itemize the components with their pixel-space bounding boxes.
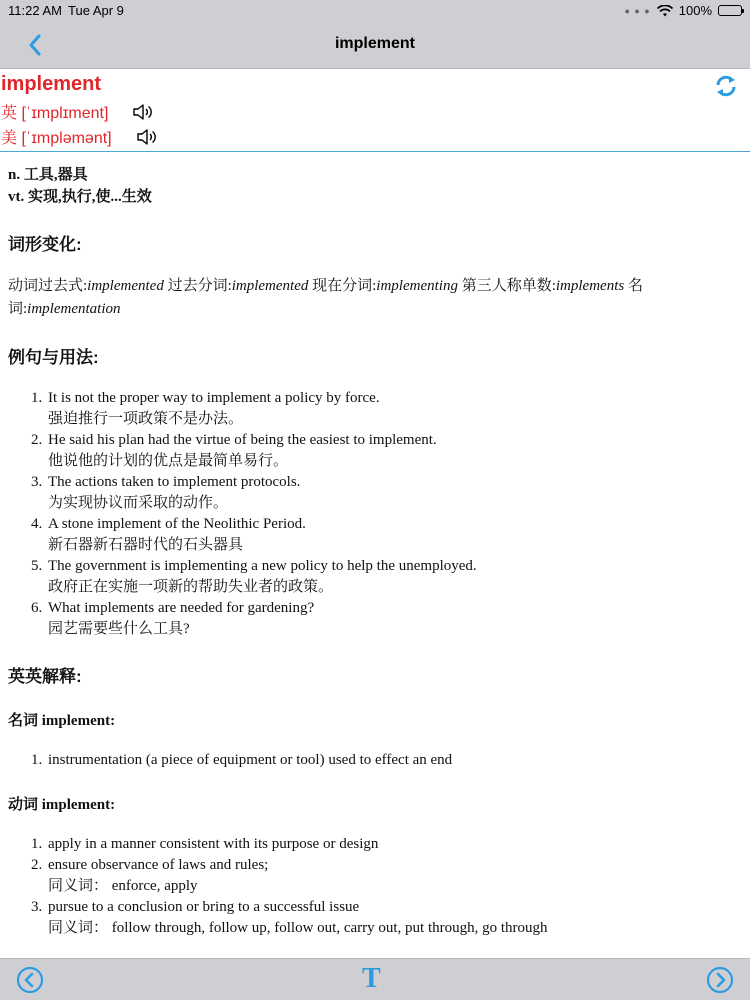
list-item [46, 834, 742, 855]
section-heading-examples: 例句与用法: [8, 348, 99, 367]
example-en: 2. He said his plan had the virtue of being the easiest to implement. [48, 432, 437, 448]
example-zh: 他说他的计划的优点是最简单易行。 [48, 453, 289, 469]
list-item [46, 430, 742, 472]
bottom-toolbar [0, 958, 750, 1000]
speaker-icon[interactable] [132, 102, 154, 122]
example-en: 1. It is not the proper way to implement a policy by force. [48, 390, 380, 406]
form-value: implementation [27, 301, 121, 317]
example-zh: 为实现协议而采取的动作。 [48, 495, 229, 511]
form-value: implemented [87, 278, 164, 294]
verb-definition-list [8, 834, 742, 939]
example-zh: 园艺需要些什么工具? [48, 621, 190, 637]
definition-text: 2. ensure observance of laws and rules; [48, 857, 269, 873]
noun-subheading: 名词 implement: [8, 713, 116, 729]
list-item [46, 388, 742, 430]
list-item [46, 897, 742, 939]
previous-arrow-icon[interactable] [16, 966, 44, 994]
section-heading-forms: 词形变化: [8, 235, 82, 254]
list-item [46, 598, 742, 640]
example-en: 5. The government is implementing a new policy to help the unemployed. [48, 558, 477, 574]
list-item [46, 855, 742, 897]
word-forms [8, 275, 742, 321]
definition-line: vt. 实现,执行,使...生效 [8, 189, 152, 205]
example-en: 6. What implements are needed for gardening? [48, 600, 315, 616]
definition-text: 1. apply in a manner consistent with its purpose or design [48, 836, 379, 852]
definition-text: 3. pursue to a conclusion or bring to a successful issue [48, 899, 360, 915]
pronunciation-uk-text: 英 [ˈɪmplɪment] [1, 105, 109, 122]
form-value: implements [555, 278, 625, 294]
status-date: Tue Apr 9 [68, 3, 124, 18]
multitask-dots-icon: ● ● ● [624, 5, 651, 16]
list-item [46, 556, 742, 598]
definition-content [0, 152, 750, 958]
pronunciation-uk [1, 100, 154, 123]
status-bar [0, 0, 750, 22]
list-item [46, 514, 742, 556]
noun-definition-list [8, 750, 742, 771]
example-en: 4. A stone implement of the Neolithic Period. [48, 516, 306, 532]
form-value: implementing [376, 278, 458, 294]
status-right [624, 3, 742, 18]
form-label: 过去分词: [163, 278, 232, 294]
status-time: 11:22 AM [8, 3, 62, 18]
form-value: implemented [231, 278, 309, 294]
list-item [46, 472, 742, 514]
verb-subheading: 动词 implement: [8, 797, 116, 813]
synonyms: 同义词： follow through, follow up, follow out, carry out, put through, go through [48, 920, 548, 936]
definition-line: n. 工具,器具 [8, 167, 88, 183]
pronunciation-us [1, 125, 158, 148]
example-zh: 政府正在实施一项新的帮助失业者的政策。 [48, 579, 334, 595]
next-arrow-icon[interactable] [706, 966, 734, 994]
synonyms: 同义词： enforce, apply [48, 878, 198, 894]
example-list [8, 388, 742, 640]
font-size-button[interactable]: T [362, 963, 381, 994]
pronunciation-us-text: 美 [ˈɪmpləmənt] [1, 130, 112, 147]
word-header [0, 70, 750, 152]
form-label: 第三人称单数: [457, 278, 556, 294]
form-label: 名词: [8, 278, 643, 317]
example-zh: 新石器新石器时代的石头器具 [48, 537, 244, 553]
battery-icon [718, 5, 742, 16]
battery-percent: 100% [678, 3, 712, 18]
section-heading-english: 英英解释: [8, 667, 82, 686]
wifi-icon [657, 5, 673, 17]
example-en: 3. The actions taken to implement protocols. [48, 474, 301, 490]
example-zh: 强迫推行一项政策不是办法。 [48, 411, 244, 427]
refresh-icon[interactable] [714, 74, 738, 98]
basic-definitions [8, 164, 742, 208]
headword: implement [1, 73, 102, 95]
navigation-bar [0, 22, 750, 69]
list-item: 1. instrumentation (a piece of equipment or tool) used to effect an end [46, 750, 742, 771]
page-title: implement [334, 35, 415, 52]
speaker-icon[interactable] [136, 127, 158, 147]
form-label: 动词过去式: [8, 278, 88, 294]
form-label: 现在分词: [308, 278, 377, 294]
